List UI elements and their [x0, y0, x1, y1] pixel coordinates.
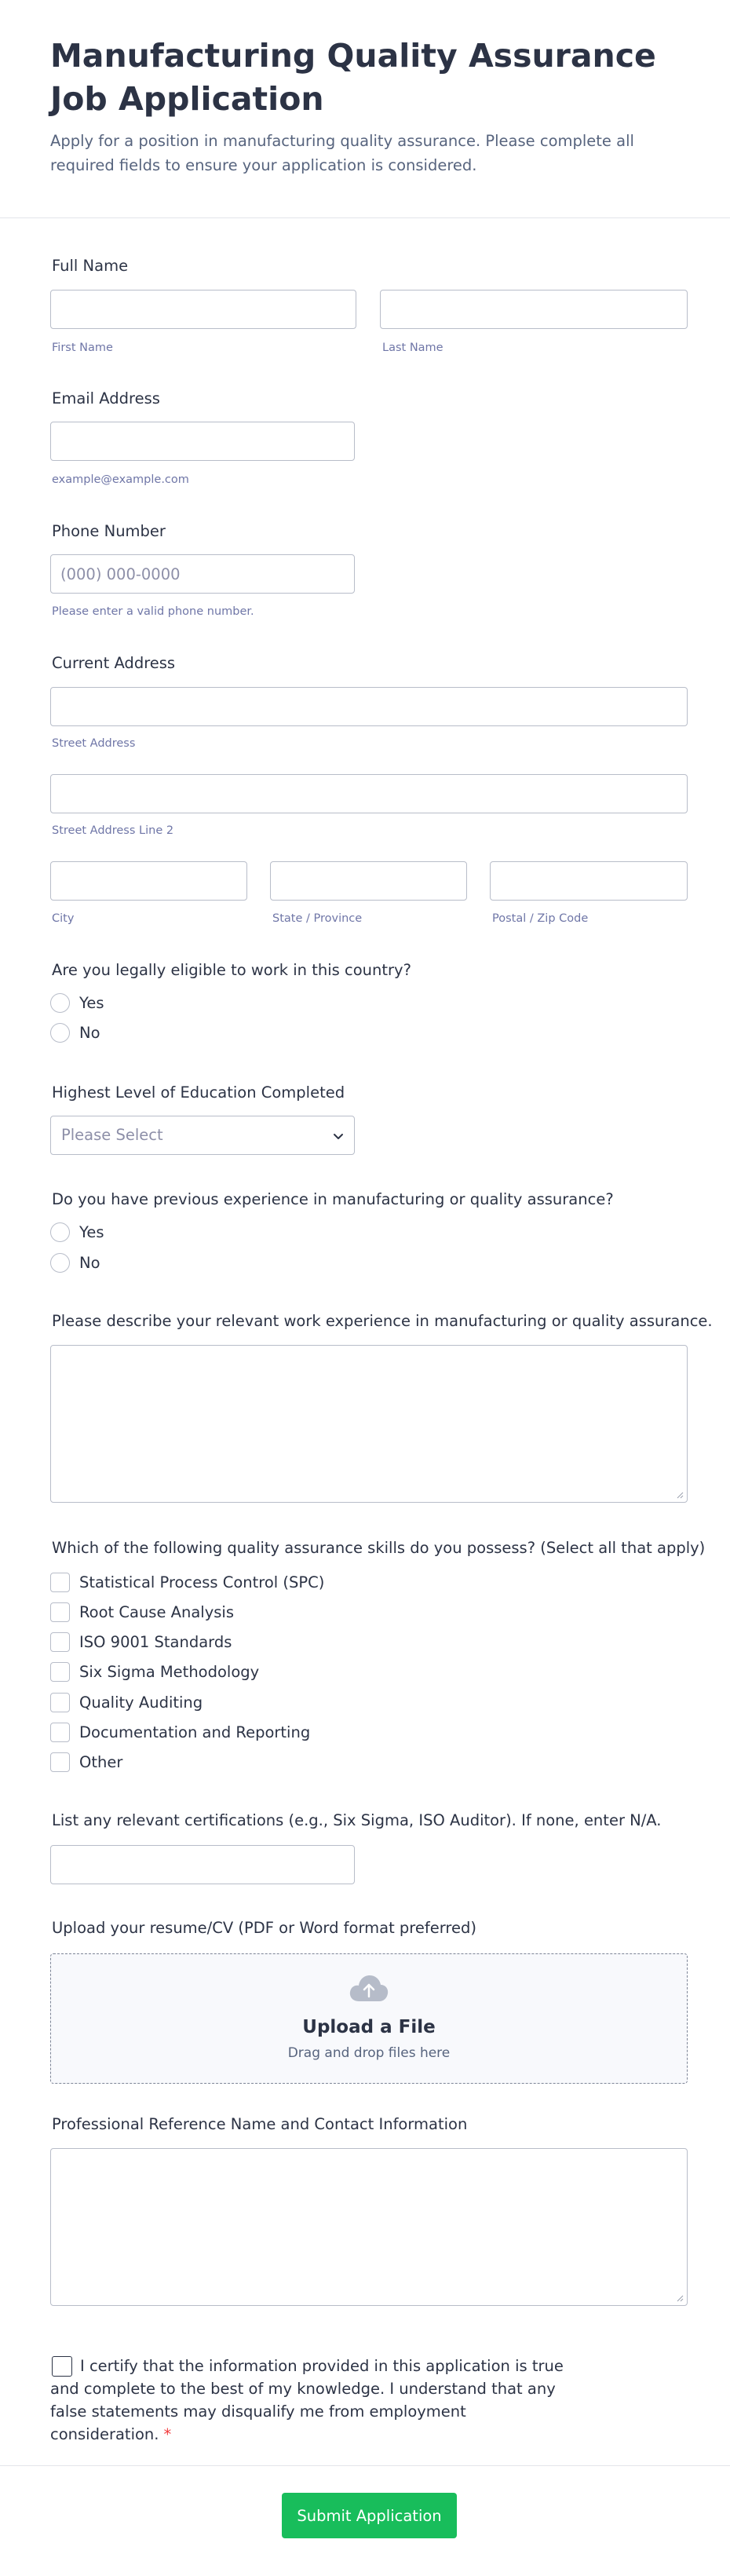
- chevron-down-icon: [332, 1130, 345, 1142]
- skill-auditing-label[interactable]: Quality Auditing: [79, 1694, 203, 1712]
- education-select-value: Please Select: [61, 1126, 163, 1144]
- email-label: Email Address: [52, 389, 160, 407]
- education-label: Highest Level of Education Completed: [52, 1083, 345, 1102]
- skill-six-sigma-checkbox[interactable]: [50, 1662, 70, 1682]
- state-input[interactable]: [270, 861, 467, 901]
- submit-application-button[interactable]: Submit Application: [282, 2493, 457, 2538]
- state-sublabel: State / Province: [272, 912, 363, 925]
- experience-no-label[interactable]: No: [79, 1254, 100, 1272]
- resume-upload-dropzone[interactable]: [50, 1953, 688, 2084]
- city-sublabel: City: [52, 912, 75, 925]
- street-address-input[interactable]: [50, 687, 688, 726]
- skill-iso9001-checkbox[interactable]: [50, 1632, 70, 1652]
- skill-other-checkbox[interactable]: [50, 1752, 70, 1772]
- resize-grip-icon[interactable]: [676, 2294, 684, 2302]
- address-label: Current Address: [52, 654, 176, 672]
- experience-label: Do you have previous experience in manufacturing or quality assurance?: [52, 1190, 614, 1208]
- last-name-input[interactable]: [380, 290, 688, 329]
- form-description: Apply for a position in manufacturing quality assurance. Please complete all required fields to ensure your application is considered.: [50, 132, 634, 174]
- skill-iso9001-label[interactable]: ISO 9001 Standards: [79, 1633, 232, 1651]
- eligibility-no-label[interactable]: No: [79, 1024, 100, 1042]
- skills-label: Which of the following quality assurance skills do you possess? (Select all that apply): [52, 1539, 706, 1557]
- last-name-sublabel: Last Name: [382, 342, 443, 354]
- skill-auditing-checkbox[interactable]: [50, 1693, 70, 1712]
- skill-root-cause-checkbox[interactable]: [50, 1602, 70, 1622]
- email-sublabel: example@example.com: [52, 473, 189, 486]
- certifications-label: List any relevant certifications (e.g., Six Sigma, ISO Auditor). If none, enter N/A.: [52, 1811, 662, 1829]
- eligibility-yes-radio[interactable]: [50, 993, 70, 1013]
- full-name-label: Full Name: [52, 257, 129, 275]
- work-experience-label: Please describe your relevant work experience in manufacturing or quality assurance.: [52, 1312, 713, 1330]
- first-name-input[interactable]: [50, 290, 356, 329]
- required-asterisk: *: [163, 2425, 172, 2443]
- phone-input[interactable]: [50, 554, 355, 594]
- form-title: Manufacturing Quality Assurance Job Application: [50, 37, 656, 118]
- experience-no-radio[interactable]: [50, 1253, 70, 1273]
- work-experience-textarea[interactable]: [50, 1345, 688, 1503]
- skill-six-sigma-label[interactable]: Six Sigma Methodology: [79, 1663, 260, 1681]
- zip-sublabel: Postal / Zip Code: [492, 912, 589, 925]
- experience-yes-label[interactable]: Yes: [79, 1223, 104, 1241]
- reference-label: Professional Reference Name and Contact Information: [52, 2115, 468, 2133]
- upload-title: Upload a File: [302, 2017, 436, 2037]
- skill-spc-checkbox[interactable]: [50, 1573, 70, 1592]
- zip-input[interactable]: [490, 861, 688, 901]
- resize-grip-icon[interactable]: [676, 1491, 684, 1499]
- certify-text: I certify that the information provided in this application is true and complete to the best of my knowledge. I understand that any false statements may disqualify me from employment consideration.: [50, 2357, 564, 2443]
- phone-label: Phone Number: [52, 522, 166, 540]
- experience-yes-radio[interactable]: [50, 1222, 70, 1242]
- certify-statement: [50, 2355, 592, 2446]
- footer-divider: [0, 2465, 730, 2466]
- reference-textarea[interactable]: [50, 2148, 688, 2306]
- skill-documentation-label[interactable]: Documentation and Reporting: [79, 1723, 311, 1741]
- city-input[interactable]: [50, 861, 247, 901]
- upload-subtitle: Drag and drop files here: [287, 2045, 451, 2061]
- eligibility-label: Are you legally eligible to work in this country?: [52, 961, 411, 979]
- street-address-line2-input[interactable]: [50, 774, 688, 813]
- skill-other-label[interactable]: Other: [79, 1753, 123, 1771]
- skill-documentation-checkbox[interactable]: [50, 1723, 70, 1742]
- phone-sublabel: Please enter a valid phone number.: [52, 605, 254, 618]
- eligibility-yes-label[interactable]: Yes: [79, 994, 104, 1012]
- eligibility-no-radio[interactable]: [50, 1023, 70, 1043]
- certifications-input[interactable]: [50, 1845, 355, 1884]
- email-input[interactable]: [50, 422, 355, 461]
- skill-root-cause-label[interactable]: Root Cause Analysis: [79, 1603, 234, 1621]
- first-name-sublabel: First Name: [52, 342, 113, 354]
- street-address-sublabel: Street Address: [52, 737, 136, 750]
- resume-label: Upload your resume/CV (PDF or Word format preferred): [52, 1919, 476, 1937]
- education-select[interactable]: [50, 1116, 355, 1155]
- cloud-upload-icon: [348, 1973, 390, 2004]
- form-header: [0, 0, 730, 218]
- street-address-line2-sublabel: Street Address Line 2: [52, 824, 174, 837]
- skill-spc-label[interactable]: Statistical Process Control (SPC): [79, 1573, 325, 1591]
